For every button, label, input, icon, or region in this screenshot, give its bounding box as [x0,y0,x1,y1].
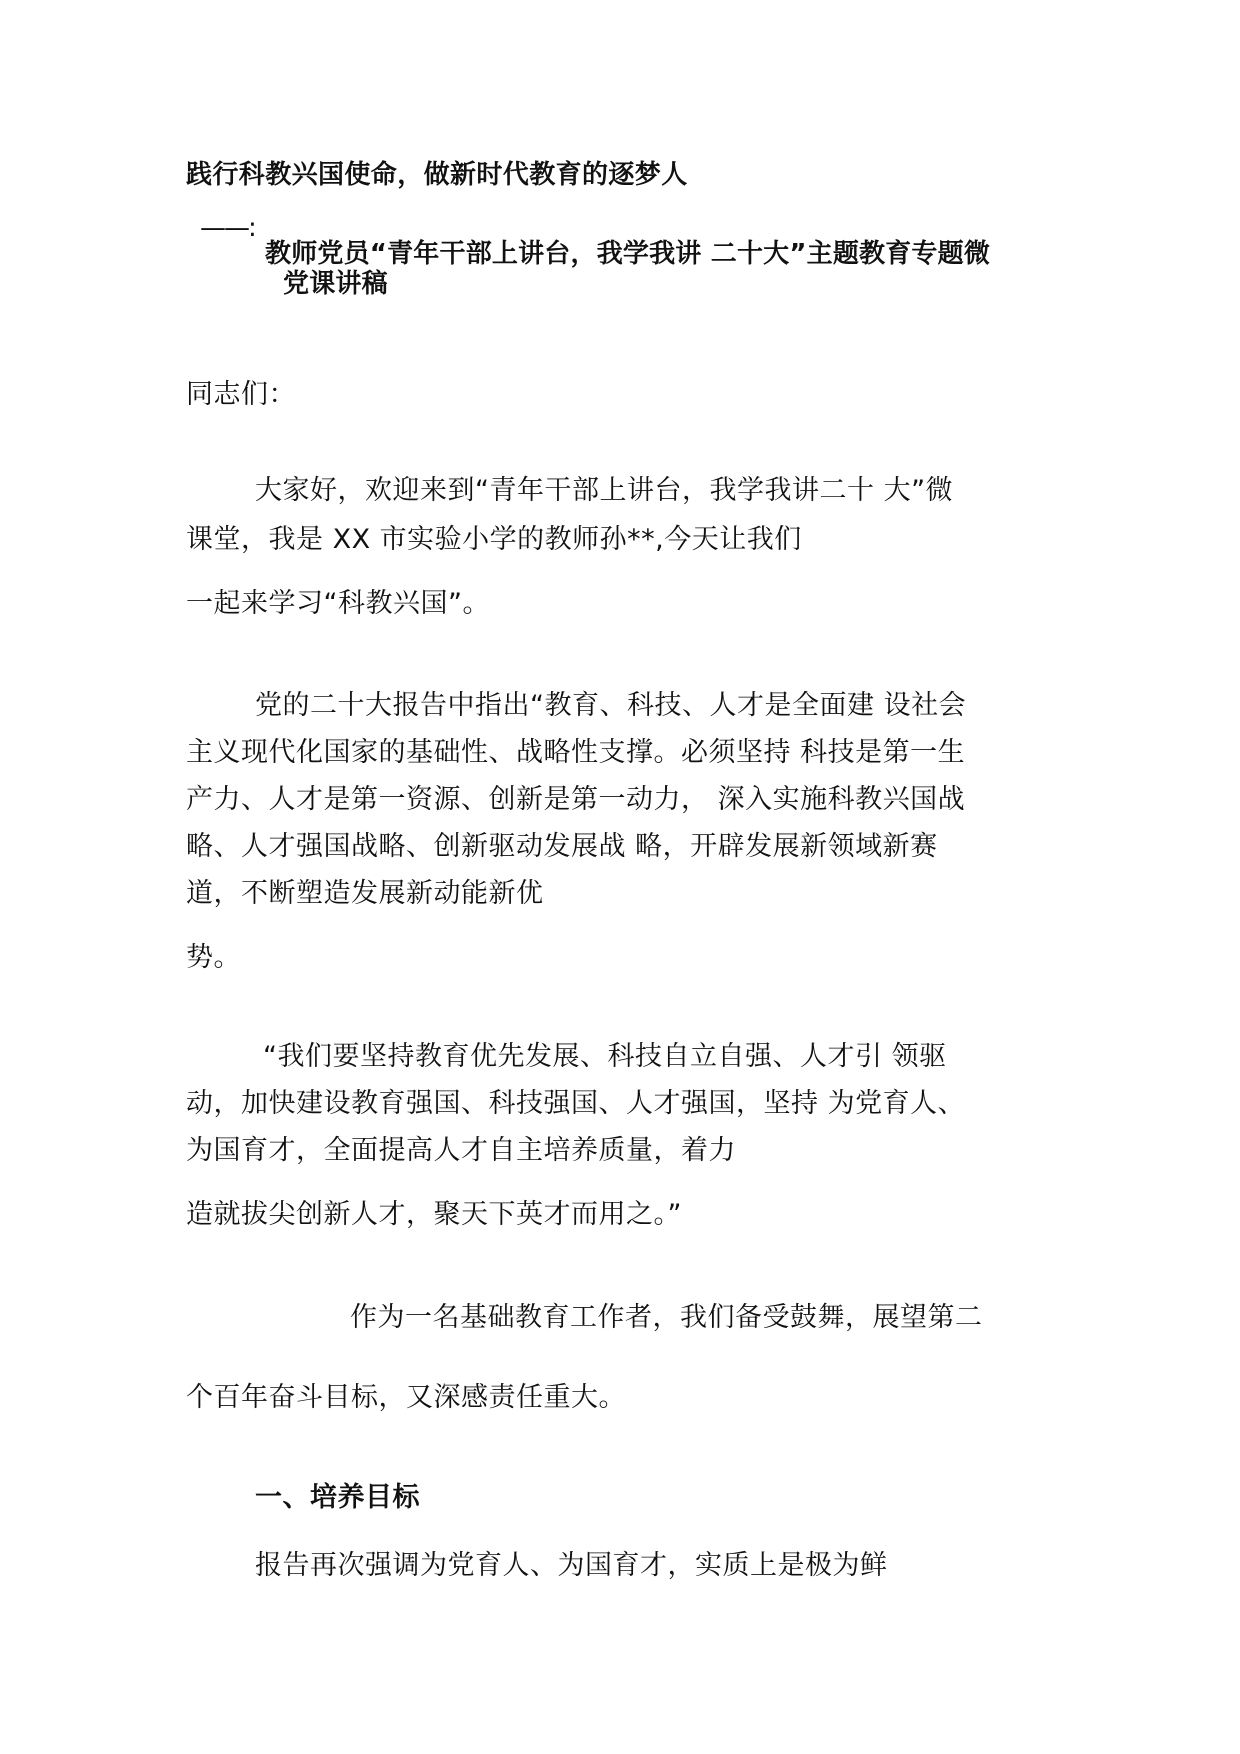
subtitle-line: 党课讲稿 [283,269,388,299]
paragraph-line: 课堂，我是 XX 市实验小学的教师孙**,今天让我们 [186,524,802,555]
paragraph-line: 党的二十大报告中指出“教育、科技、人才是全面建 设社会 [255,690,967,721]
subtitle-line: 教师党员“青年干部上讲台，我学我讲 二十大”主题教育专题微 [265,239,991,269]
paragraph-line: 造就拔尖创新人才，聚天下英才而用之。” [186,1199,682,1230]
paragraph-line: 为国育才，全面提高人才自主培养质量，着力 [186,1135,736,1166]
paragraph-line: 略、人才强国战略、创新驱动发展战 略，开辟发展新领域新赛 [186,831,938,862]
paragraph-line: 报告再次强调为党育人、为国育才，实质上是极为鲜 [255,1550,888,1581]
paragraph-line: 一起来学习“科教兴国”。 [186,588,490,619]
paragraph-line: 主义现代化国家的基础性、战略性支撑。必须坚持 科技是第一生 [186,737,966,768]
paragraph-line: 动，加快建设教育强国、科技强国、人才强国，坚持 为党育人、 [186,1088,966,1119]
paragraph-line: 产力、人才是第一资源、创新是第一动力， 深入实施科教兴国战 [186,784,966,815]
document-title: 践行科教兴国使命，做新时代教育的逐梦人 [186,160,688,190]
section-heading: 一、培养目标 [255,1482,420,1513]
paragraph-line: 道，不断塑造发展新动能新优 [186,878,544,909]
paragraph-line: 大家好，欢迎来到“青年干部上讲台，我学我讲二十 大”微 [255,475,954,506]
paragraph-line: 作为一名基础教育工作者，我们备受鼓舞，展望第二 [350,1302,983,1333]
paragraph-line: 势。 [186,942,241,973]
paragraph-line: 个百年奋斗目标，又深感责任重大。 [186,1382,626,1413]
paragraph-line: “我们要坚持教育优先发展、科技自立自强、人才引 领驱 [263,1041,947,1072]
greeting: 同志们： [186,379,296,410]
subtitle-dash: ——: [200,213,255,243]
